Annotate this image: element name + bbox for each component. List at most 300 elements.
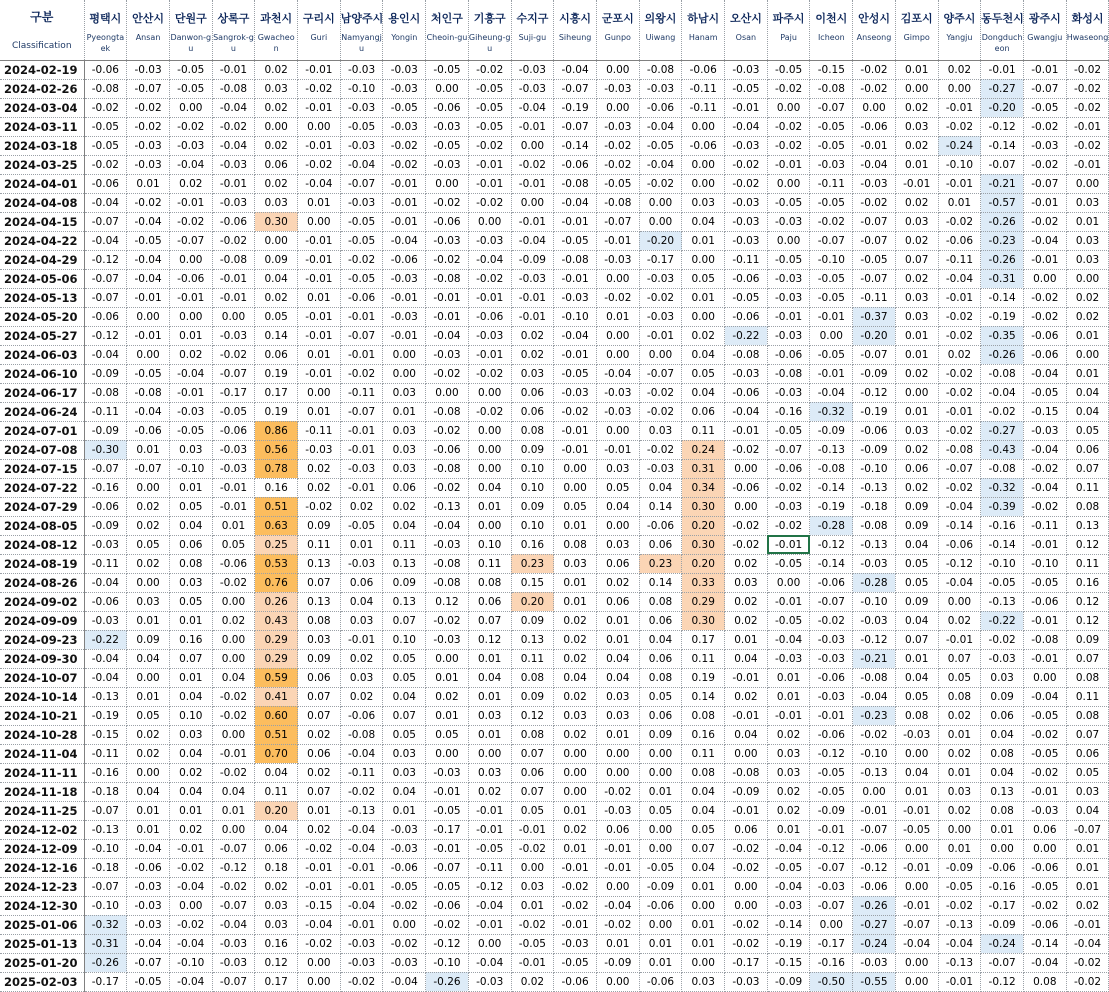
value-cell[interactable]: -0.02 — [426, 478, 469, 497]
value-cell[interactable]: -0.02 — [127, 117, 170, 136]
value-cell[interactable]: 0.04 — [255, 269, 298, 288]
value-cell[interactable]: -0.02 — [84, 155, 127, 174]
value-cell[interactable]: -0.03 — [340, 554, 383, 573]
value-cell[interactable]: -0.02 — [468, 402, 511, 421]
value-cell[interactable]: -0.01 — [383, 326, 426, 345]
value-cell[interactable]: -0.05 — [340, 231, 383, 250]
column-header-ansan[interactable] — [127, 0, 170, 60]
value-cell[interactable]: 0.00 — [298, 212, 341, 231]
value-cell[interactable]: -0.02 — [981, 402, 1024, 421]
value-cell[interactable]: -0.02 — [810, 611, 853, 630]
value-cell[interactable]: 0.04 — [725, 649, 768, 668]
value-cell[interactable]: -0.04 — [127, 269, 170, 288]
value-cell[interactable]: 0.01 — [127, 820, 170, 839]
value-cell[interactable]: 0.00 — [639, 212, 682, 231]
value-cell[interactable]: -0.22 — [725, 326, 768, 345]
value-cell[interactable]: 0.03 — [981, 668, 1024, 687]
value-cell[interactable]: -0.07 — [212, 839, 255, 858]
value-cell[interactable]: 0.07 — [383, 706, 426, 725]
value-cell[interactable]: 0.11 — [1066, 478, 1109, 497]
value-cell[interactable]: 0.04 — [255, 763, 298, 782]
value-cell[interactable]: 0.00 — [596, 972, 639, 991]
value-cell[interactable]: -0.05 — [767, 858, 810, 877]
value-cell[interactable]: -0.08 — [84, 79, 127, 98]
value-cell[interactable]: -0.03 — [426, 763, 469, 782]
value-cell[interactable]: -0.01 — [511, 953, 554, 972]
value-cell[interactable]: -0.12 — [810, 535, 853, 554]
value-cell[interactable]: 0.70 — [255, 744, 298, 763]
value-cell[interactable]: -0.02 — [853, 79, 896, 98]
column-header-osan[interactable] — [725, 0, 768, 60]
value-cell[interactable]: -0.03 — [340, 60, 383, 79]
value-cell[interactable]: -0.01 — [1066, 155, 1109, 174]
value-cell[interactable]: -0.07 — [84, 801, 127, 820]
value-cell[interactable]: -0.09 — [725, 782, 768, 801]
value-cell[interactable]: -0.01 — [127, 326, 170, 345]
value-cell[interactable]: -0.02 — [468, 269, 511, 288]
value-cell[interactable]: -0.06 — [981, 858, 1024, 877]
value-cell[interactable]: -0.04 — [639, 155, 682, 174]
value-cell[interactable]: 0.00 — [468, 421, 511, 440]
value-cell[interactable]: 0.03 — [895, 117, 938, 136]
value-cell[interactable]: 0.01 — [1066, 212, 1109, 231]
value-cell[interactable]: 0.01 — [596, 307, 639, 326]
value-cell[interactable]: 0.06 — [639, 706, 682, 725]
value-cell[interactable]: 0.02 — [767, 782, 810, 801]
value-cell[interactable]: -0.12 — [810, 839, 853, 858]
value-cell[interactable]: 0.03 — [639, 421, 682, 440]
value-cell[interactable]: -0.35 — [981, 326, 1024, 345]
value-cell[interactable]: -0.02 — [383, 155, 426, 174]
value-cell[interactable]: 0.06 — [639, 611, 682, 630]
value-cell[interactable]: -0.01 — [895, 801, 938, 820]
value-cell[interactable]: -0.01 — [596, 839, 639, 858]
value-cell[interactable]: -0.03 — [725, 231, 768, 250]
value-cell[interactable]: 0.12 — [1066, 611, 1109, 630]
value-cell[interactable]: 0.12 — [468, 630, 511, 649]
value-cell[interactable]: 0.07 — [383, 611, 426, 630]
value-cell[interactable]: 0.24 — [682, 440, 725, 459]
value-cell[interactable]: 0.12 — [255, 953, 298, 972]
value-cell[interactable]: -0.01 — [853, 801, 896, 820]
value-cell[interactable]: -0.05 — [810, 288, 853, 307]
value-cell[interactable]: 0.06 — [383, 478, 426, 497]
value-cell[interactable]: -0.06 — [682, 136, 725, 155]
value-cell[interactable]: -0.04 — [84, 345, 127, 364]
value-cell[interactable]: -0.06 — [1023, 858, 1066, 877]
value-cell[interactable]: 0.00 — [298, 383, 341, 402]
value-cell[interactable]: -0.10 — [169, 459, 212, 478]
value-cell[interactable]: -0.01 — [340, 858, 383, 877]
value-cell[interactable]: -0.06 — [127, 421, 170, 440]
value-cell[interactable]: 0.04 — [596, 649, 639, 668]
value-cell[interactable]: -0.03 — [127, 60, 170, 79]
value-cell[interactable]: 0.00 — [895, 79, 938, 98]
value-cell[interactable]: 0.00 — [596, 345, 639, 364]
value-cell[interactable]: -0.17 — [84, 972, 127, 991]
value-cell[interactable]: 0.13 — [511, 630, 554, 649]
value-cell[interactable]: -0.01 — [981, 60, 1024, 79]
value-cell[interactable]: -0.08 — [853, 516, 896, 535]
value-cell[interactable]: -0.02 — [212, 117, 255, 136]
value-cell[interactable]: 0.03 — [554, 554, 597, 573]
value-cell[interactable]: 0.00 — [212, 630, 255, 649]
value-cell[interactable]: -0.02 — [725, 535, 768, 554]
value-cell[interactable]: 0.03 — [767, 763, 810, 782]
value-cell[interactable]: 0.01 — [383, 402, 426, 421]
value-cell[interactable]: -0.03 — [1023, 801, 1066, 820]
value-cell[interactable]: 0.02 — [725, 611, 768, 630]
value-cell[interactable]: -0.02 — [1066, 98, 1109, 117]
value-cell[interactable]: 0.00 — [639, 839, 682, 858]
value-cell[interactable]: -0.02 — [1023, 497, 1066, 516]
value-cell[interactable]: -0.01 — [426, 307, 469, 326]
value-cell[interactable]: -0.01 — [1023, 649, 1066, 668]
value-cell[interactable]: 0.00 — [639, 915, 682, 934]
value-cell[interactable]: -0.12 — [810, 744, 853, 763]
value-cell[interactable]: -0.02 — [212, 573, 255, 592]
value-cell[interactable]: 0.00 — [383, 915, 426, 934]
value-cell[interactable]: 0.05 — [895, 687, 938, 706]
row-date-cell[interactable]: 2024-05-13 — [0, 288, 84, 307]
value-cell[interactable]: -0.06 — [383, 250, 426, 269]
value-cell[interactable]: -0.04 — [169, 934, 212, 953]
value-cell[interactable]: 0.11 — [298, 535, 341, 554]
value-cell[interactable]: -0.27 — [981, 79, 1024, 98]
value-cell[interactable]: 0.08 — [511, 421, 554, 440]
value-cell[interactable]: -0.01 — [596, 231, 639, 250]
value-cell[interactable]: -0.01 — [1023, 60, 1066, 79]
value-cell[interactable]: -0.06 — [639, 896, 682, 915]
value-cell[interactable]: -0.13 — [84, 820, 127, 839]
value-cell[interactable]: 0.02 — [298, 725, 341, 744]
value-cell[interactable]: -0.01 — [340, 630, 383, 649]
row-date-cell[interactable]: 2024-08-05 — [0, 516, 84, 535]
value-cell[interactable]: 0.04 — [468, 668, 511, 687]
value-cell[interactable]: -0.19 — [853, 402, 896, 421]
value-cell[interactable]: 0.00 — [853, 782, 896, 801]
value-cell[interactable]: -0.03 — [853, 554, 896, 573]
value-cell[interactable]: 0.00 — [682, 953, 725, 972]
row-date-cell[interactable]: 2024-03-11 — [0, 117, 84, 136]
value-cell[interactable]: -0.04 — [725, 117, 768, 136]
value-cell[interactable]: -0.01 — [212, 478, 255, 497]
value-cell[interactable]: -0.19 — [84, 706, 127, 725]
value-cell[interactable]: -0.01 — [298, 136, 341, 155]
value-cell[interactable]: -0.05 — [511, 934, 554, 953]
value-cell[interactable]: -0.05 — [426, 136, 469, 155]
value-cell[interactable]: -0.03 — [298, 440, 341, 459]
value-cell[interactable]: -0.19 — [981, 307, 1024, 326]
row-date-cell[interactable]: 2024-03-25 — [0, 155, 84, 174]
value-cell[interactable]: -0.03 — [383, 820, 426, 839]
value-cell[interactable]: -0.04 — [169, 972, 212, 991]
row-date-cell[interactable]: 2024-05-06 — [0, 269, 84, 288]
value-cell[interactable]: -0.02 — [725, 839, 768, 858]
value-cell[interactable]: -0.02 — [938, 212, 981, 231]
value-cell[interactable]: 0.02 — [127, 516, 170, 535]
value-cell[interactable]: 0.00 — [639, 763, 682, 782]
value-cell[interactable]: -0.01 — [169, 288, 212, 307]
value-cell[interactable]: 0.03 — [383, 744, 426, 763]
row-date-cell[interactable]: 2024-07-29 — [0, 497, 84, 516]
value-cell[interactable]: -0.04 — [127, 934, 170, 953]
value-cell[interactable]: 0.04 — [682, 782, 725, 801]
value-cell[interactable]: -0.05 — [810, 782, 853, 801]
value-cell[interactable]: -0.03 — [639, 79, 682, 98]
value-cell[interactable]: -0.26 — [426, 972, 469, 991]
value-cell[interactable]: 0.06 — [596, 592, 639, 611]
value-cell[interactable]: -0.07 — [554, 79, 597, 98]
value-cell[interactable]: -0.02 — [298, 79, 341, 98]
value-cell[interactable]: 0.05 — [938, 668, 981, 687]
value-cell[interactable]: 0.20 — [682, 516, 725, 535]
value-cell[interactable]: 0.25 — [255, 535, 298, 554]
value-cell[interactable]: -0.24 — [938, 136, 981, 155]
value-cell[interactable]: 0.41 — [255, 687, 298, 706]
value-cell[interactable]: 0.29 — [255, 649, 298, 668]
value-cell[interactable]: 0.02 — [895, 136, 938, 155]
value-cell[interactable]: 0.00 — [682, 155, 725, 174]
value-cell[interactable]: -0.06 — [725, 307, 768, 326]
value-cell[interactable]: 0.16 — [255, 478, 298, 497]
value-cell[interactable]: -0.05 — [340, 212, 383, 231]
value-cell[interactable]: -0.01 — [340, 877, 383, 896]
value-cell[interactable]: 0.13 — [981, 782, 1024, 801]
value-cell[interactable]: 0.02 — [127, 725, 170, 744]
value-cell[interactable]: -0.04 — [938, 934, 981, 953]
value-cell[interactable]: -0.16 — [981, 516, 1024, 535]
value-cell[interactable]: 0.07 — [468, 611, 511, 630]
value-cell[interactable]: -0.02 — [426, 250, 469, 269]
value-cell[interactable]: -0.26 — [981, 345, 1024, 364]
value-cell[interactable]: -0.01 — [468, 174, 511, 193]
value-cell[interactable]: -0.07 — [853, 345, 896, 364]
value-cell[interactable]: 0.03 — [127, 592, 170, 611]
value-cell[interactable]: 0.03 — [596, 535, 639, 554]
row-date-cell[interactable]: 2024-10-07 — [0, 668, 84, 687]
value-cell[interactable]: -0.06 — [84, 497, 127, 516]
value-cell[interactable]: 0.02 — [298, 820, 341, 839]
value-cell[interactable]: 0.05 — [383, 649, 426, 668]
value-cell[interactable]: -0.09 — [84, 364, 127, 383]
value-cell[interactable]: -0.12 — [212, 858, 255, 877]
value-cell[interactable]: -0.13 — [84, 687, 127, 706]
value-cell[interactable]: -0.05 — [426, 877, 469, 896]
value-cell[interactable]: 0.08 — [1066, 497, 1109, 516]
value-cell[interactable]: -0.04 — [596, 364, 639, 383]
value-cell[interactable]: -0.01 — [1066, 915, 1109, 934]
value-cell[interactable]: -0.03 — [426, 630, 469, 649]
value-cell[interactable]: -0.10 — [853, 459, 896, 478]
value-cell[interactable]: 0.07 — [298, 706, 341, 725]
value-cell[interactable]: 0.09 — [511, 687, 554, 706]
value-cell[interactable]: -0.04 — [938, 497, 981, 516]
value-cell[interactable]: 0.00 — [981, 839, 1024, 858]
value-cell[interactable]: 0.08 — [682, 763, 725, 782]
value-cell[interactable]: -0.06 — [639, 516, 682, 535]
value-cell[interactable]: 0.07 — [298, 687, 341, 706]
value-cell[interactable]: -0.18 — [84, 858, 127, 877]
value-cell[interactable]: -0.04 — [1023, 687, 1066, 706]
value-cell[interactable]: -0.04 — [554, 60, 597, 79]
value-cell[interactable]: 0.51 — [255, 725, 298, 744]
value-cell[interactable]: 0.01 — [767, 668, 810, 687]
value-cell[interactable]: 0.02 — [554, 611, 597, 630]
value-cell[interactable]: 0.05 — [169, 592, 212, 611]
value-cell[interactable]: 0.04 — [212, 782, 255, 801]
value-cell[interactable]: -0.02 — [426, 421, 469, 440]
value-cell[interactable]: -0.01 — [938, 630, 981, 649]
value-cell[interactable]: -0.06 — [383, 858, 426, 877]
value-cell[interactable]: -0.16 — [767, 402, 810, 421]
value-cell[interactable]: -0.03 — [596, 801, 639, 820]
value-cell[interactable]: -0.02 — [298, 839, 341, 858]
value-cell[interactable]: 0.02 — [554, 820, 597, 839]
value-cell[interactable]: -0.01 — [511, 288, 554, 307]
value-cell[interactable]: -0.06 — [554, 972, 597, 991]
classification-header[interactable] — [0, 0, 84, 60]
value-cell[interactable]: -0.01 — [383, 193, 426, 212]
value-cell[interactable]: 0.00 — [767, 231, 810, 250]
value-cell[interactable]: -0.11 — [84, 402, 127, 421]
value-cell[interactable]: -0.12 — [853, 630, 896, 649]
value-cell[interactable]: -0.17 — [810, 934, 853, 953]
value-cell[interactable]: 0.60 — [255, 706, 298, 725]
value-cell[interactable]: -0.01 — [212, 744, 255, 763]
value-cell[interactable]: 0.00 — [938, 592, 981, 611]
value-cell[interactable]: 0.01 — [468, 687, 511, 706]
value-cell[interactable]: -0.03 — [554, 383, 597, 402]
value-cell[interactable]: 0.03 — [1066, 782, 1109, 801]
value-cell[interactable]: -0.10 — [981, 554, 1024, 573]
row-date-cell[interactable]: 2024-09-09 — [0, 611, 84, 630]
value-cell[interactable]: -0.01 — [554, 421, 597, 440]
value-cell[interactable]: 0.02 — [554, 630, 597, 649]
value-cell[interactable]: -0.03 — [596, 383, 639, 402]
value-cell[interactable]: 0.00 — [127, 668, 170, 687]
value-cell[interactable]: -0.03 — [212, 934, 255, 953]
value-cell[interactable]: 0.03 — [340, 611, 383, 630]
value-cell[interactable]: 0.10 — [511, 478, 554, 497]
value-cell[interactable]: 0.03 — [383, 763, 426, 782]
value-cell[interactable]: 0.02 — [255, 877, 298, 896]
value-cell[interactable]: 0.26 — [255, 592, 298, 611]
value-cell[interactable]: -0.05 — [1023, 98, 1066, 117]
column-header-icheon[interactable] — [810, 0, 853, 60]
value-cell[interactable]: -0.02 — [1066, 60, 1109, 79]
value-cell[interactable]: 0.05 — [383, 668, 426, 687]
value-cell[interactable]: -0.05 — [554, 953, 597, 972]
value-cell[interactable]: -0.03 — [767, 269, 810, 288]
value-cell[interactable]: -0.01 — [298, 307, 341, 326]
value-cell[interactable]: 0.01 — [767, 820, 810, 839]
value-cell[interactable]: -0.09 — [810, 421, 853, 440]
value-cell[interactable]: -0.10 — [169, 953, 212, 972]
value-cell[interactable]: 0.02 — [340, 687, 383, 706]
value-cell[interactable]: -0.04 — [84, 668, 127, 687]
value-cell[interactable]: 0.86 — [255, 421, 298, 440]
row-date-cell[interactable]: 2024-11-11 — [0, 763, 84, 782]
value-cell[interactable]: -0.01 — [127, 288, 170, 307]
value-cell[interactable]: -0.15 — [810, 60, 853, 79]
value-cell[interactable]: -0.02 — [554, 877, 597, 896]
value-cell[interactable]: 0.03 — [682, 193, 725, 212]
value-cell[interactable]: -0.01 — [1066, 117, 1109, 136]
row-date-cell[interactable]: 2024-12-30 — [0, 896, 84, 915]
row-date-cell[interactable]: 2025-01-20 — [0, 953, 84, 972]
value-cell[interactable]: -0.03 — [340, 193, 383, 212]
value-cell[interactable]: 0.02 — [554, 687, 597, 706]
value-cell[interactable]: -0.07 — [212, 896, 255, 915]
value-cell[interactable]: -0.03 — [169, 136, 212, 155]
value-cell[interactable]: -0.02 — [1066, 972, 1109, 991]
value-cell[interactable]: -0.02 — [212, 706, 255, 725]
value-cell[interactable]: -0.02 — [1023, 288, 1066, 307]
value-cell[interactable]: -0.05 — [383, 877, 426, 896]
value-cell[interactable]: 0.02 — [895, 193, 938, 212]
value-cell[interactable]: 0.10 — [511, 459, 554, 478]
value-cell[interactable]: 0.00 — [682, 117, 725, 136]
value-cell[interactable]: -0.04 — [767, 877, 810, 896]
value-cell[interactable]: 0.05 — [895, 573, 938, 592]
value-cell[interactable]: -0.11 — [340, 763, 383, 782]
value-cell[interactable]: -0.03 — [127, 915, 170, 934]
value-cell[interactable]: -0.12 — [853, 858, 896, 877]
value-cell[interactable]: 0.31 — [682, 459, 725, 478]
value-cell[interactable]: -0.06 — [212, 212, 255, 231]
value-cell[interactable]: -0.05 — [84, 136, 127, 155]
value-cell[interactable]: 0.00 — [853, 98, 896, 117]
value-cell[interactable]: 0.05 — [1066, 763, 1109, 782]
value-cell[interactable]: -0.10 — [853, 744, 896, 763]
value-cell[interactable]: -0.11 — [725, 250, 768, 269]
value-cell[interactable]: -0.08 — [810, 79, 853, 98]
value-cell[interactable]: -0.03 — [340, 98, 383, 117]
value-cell[interactable]: 0.01 — [169, 668, 212, 687]
value-cell[interactable]: 0.03 — [1066, 231, 1109, 250]
value-cell[interactable]: -0.06 — [1023, 915, 1066, 934]
value-cell[interactable]: 0.08 — [511, 725, 554, 744]
value-cell[interactable]: -0.02 — [169, 117, 212, 136]
value-cell[interactable]: -0.06 — [169, 269, 212, 288]
value-cell[interactable]: 0.01 — [767, 687, 810, 706]
value-cell[interactable]: -0.01 — [169, 383, 212, 402]
value-cell[interactable]: -0.03 — [383, 269, 426, 288]
value-cell[interactable]: -0.01 — [1023, 193, 1066, 212]
value-cell[interactable]: 0.01 — [127, 440, 170, 459]
value-cell[interactable]: -0.05 — [169, 60, 212, 79]
value-cell[interactable]: -0.05 — [426, 801, 469, 820]
value-cell[interactable]: -0.05 — [84, 117, 127, 136]
value-cell[interactable]: 0.03 — [554, 706, 597, 725]
value-cell[interactable]: -0.13 — [810, 440, 853, 459]
value-cell[interactable]: -0.05 — [468, 79, 511, 98]
value-cell[interactable]: -0.07 — [84, 269, 127, 288]
value-cell[interactable]: 0.03 — [383, 383, 426, 402]
value-cell[interactable]: -0.02 — [767, 478, 810, 497]
value-cell[interactable]: -0.20 — [981, 98, 1024, 117]
value-cell[interactable]: 0.03 — [596, 459, 639, 478]
value-cell[interactable]: -0.02 — [938, 478, 981, 497]
value-cell[interactable]: -0.02 — [212, 877, 255, 896]
value-cell[interactable]: -0.02 — [767, 516, 810, 535]
value-cell[interactable]: 0.01 — [468, 649, 511, 668]
value-cell[interactable]: -0.05 — [1023, 877, 1066, 896]
value-cell[interactable]: -0.19 — [554, 98, 597, 117]
value-cell[interactable]: -0.01 — [511, 174, 554, 193]
value-cell[interactable]: 0.00 — [554, 782, 597, 801]
